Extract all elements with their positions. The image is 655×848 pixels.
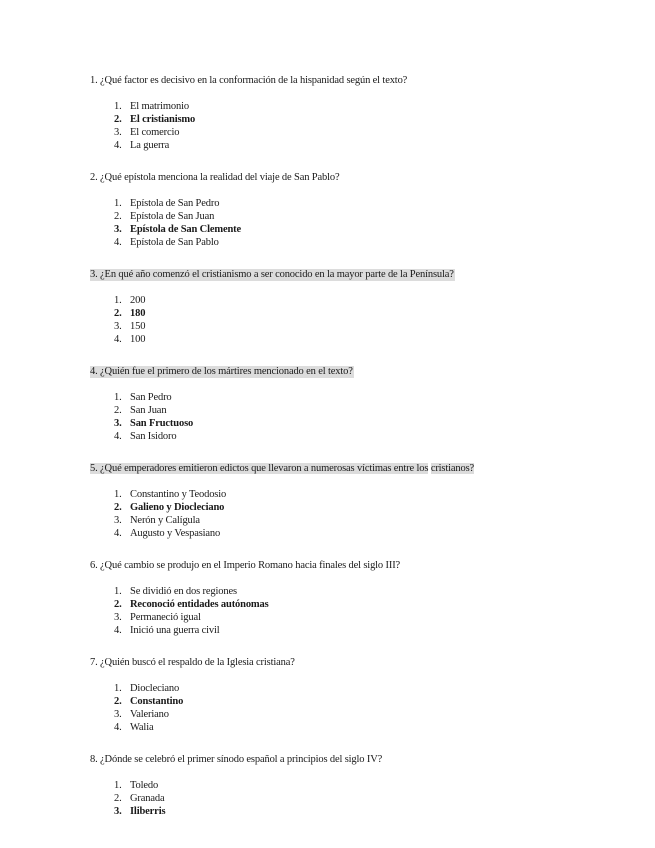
option-item: 4. San Isidoro <box>114 431 177 442</box>
option-item: 1. El matrimonio <box>114 101 189 112</box>
option-item: 3. Permaneció igual <box>114 612 201 623</box>
option-item-correct: 3. San Fructuoso <box>114 418 194 429</box>
option-item: 2. San Juan <box>114 405 167 416</box>
question-5 <box>90 463 610 540</box>
option-item-correct: 2. El cristianismo <box>114 114 196 125</box>
option-item: 3. El comercio <box>114 127 180 138</box>
option-item: 1. Toledo <box>114 780 159 791</box>
option-item-correct: 2. Constantino <box>114 696 184 707</box>
question-text-highlighted: 4. ¿Quién fue el primero de los mártires mencionado en el texto? <box>90 366 353 377</box>
options-list <box>90 100 610 152</box>
option-item: 1. Epístola de San Pedro <box>114 198 220 209</box>
option-item: 4. Augusto y Vespasiano <box>114 528 221 539</box>
options-list <box>90 585 610 637</box>
question-8 <box>90 754 610 818</box>
question-text: 6. ¿Qué cambio se produjo en el Imperio Romano hacia finales del siglo III? <box>90 560 401 571</box>
question-4 <box>90 366 610 443</box>
question-text-main: 5. ¿Qué emperadores emitieron edictos que llevaron a numerosas víctimas entre los <box>90 463 429 474</box>
question-6 <box>90 560 610 637</box>
question-2 <box>90 172 610 249</box>
option-item: 3. 150 <box>114 321 146 332</box>
option-item: 4. Walia <box>114 722 154 733</box>
option-item: 2. Granada <box>114 793 165 804</box>
option-item-correct: 2. Reconoció entidades autónomas <box>114 599 269 610</box>
question-7 <box>90 657 610 734</box>
options-list <box>90 488 610 540</box>
option-item: 4. Inició una guerra civil <box>114 625 220 636</box>
question-text-highlighted: 3. ¿En qué año comenzó el cristianismo a ser conocido en la mayor parte de la Península? <box>90 269 454 280</box>
question-text-highlighted <box>90 463 475 475</box>
question-text: 2. ¿Qué epístola menciona la realidad del viaje de San Pablo? <box>90 172 340 183</box>
question-text: 8. ¿Dónde se celebró el primer sínodo español a principios del siglo IV? <box>90 754 383 765</box>
option-item: 4. 100 <box>114 334 146 345</box>
option-item-correct: 3. Epístola de San Clemente <box>114 224 242 235</box>
option-item: 1. Constantino y Teodosio <box>114 489 227 500</box>
option-item: 1. Se dividió en dos regiones <box>114 586 237 597</box>
options-list <box>90 391 610 443</box>
option-item: 3. Valeriano <box>114 709 169 720</box>
question-3 <box>90 269 610 346</box>
question-text: 7. ¿Quién buscó el respaldo de la Iglesia cristiana? <box>90 657 295 668</box>
option-item: 1. San Pedro <box>114 392 172 403</box>
options-list <box>90 779 610 818</box>
options-list <box>90 294 610 346</box>
option-item-correct: 2. Galieno y Diocleciano <box>114 502 225 513</box>
options-list <box>90 682 610 734</box>
option-item: 1. Diocleciano <box>114 683 180 694</box>
option-item-correct: 2. 180 <box>114 308 146 319</box>
quiz-document <box>90 75 610 838</box>
options-list <box>90 197 610 249</box>
question-1 <box>90 75 610 152</box>
question-text-end: cristianos? <box>430 463 475 474</box>
option-item: 3. Nerón y Calígula <box>114 515 200 526</box>
option-item: 4. La guerra <box>114 140 170 151</box>
option-item: 1. 200 <box>114 295 146 306</box>
question-text: 1. ¿Qué factor es decisivo en la conformación de la hispanidad según el texto? <box>90 75 408 86</box>
option-item-correct: 3. Iliberris <box>114 806 166 817</box>
option-item: 4. Epístola de San Pablo <box>114 237 219 248</box>
option-item: 2. Epístola de San Juan <box>114 211 215 222</box>
